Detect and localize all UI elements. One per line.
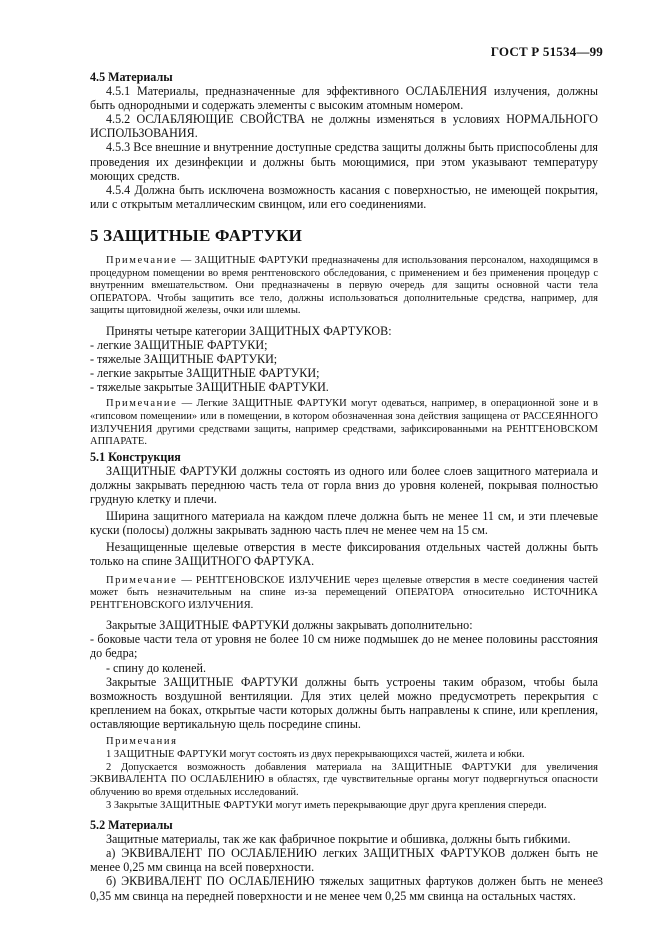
categories-intro: Приняты четыре категории ЗАЩИТНЫХ ФАРТУКОВ: (106, 323, 392, 338)
note-label: Примечание (106, 398, 178, 410)
list-item: - легкие закрытые ЗАЩИТНЫЕ ФАРТУКИ; (90, 366, 320, 381)
paragraph-5-1-e: - боковые части тела от уровня не более 10 см ниже подмышек до не менее половины расстояния до бедра; (90, 632, 598, 661)
section-4-5-title: 4.5 Материалы (90, 70, 173, 84)
page-body (90, 70, 598, 903)
paragraph-5-1-a: ЗАЩИТНЫЕ ФАРТУКИ должны состоять из одного или более слоев защитного материала и должны закрывать переднюю часть тела от горла вниз до уровня коленей, покрывая полностью грудную клетку и плечи. (90, 463, 598, 507)
paragraph-4-5-4: 4.5.4 Должна быть исключена возможность касания с поверхностью, не имеющей покрытия, или с открытым металлическим свинцом, или его соединениями. (90, 182, 598, 211)
note-protective-aprons (90, 255, 598, 318)
paragraph-5-2-c: б) ЭКВИВАЛЕНТ ПО ОСЛАБЛЕНИЮ тяжелых защитных фартуков должен быть не менее 0,35 мм свинца на передней поверхности и не менее чем 0,25 мм свинца на остальных частях. (90, 874, 598, 903)
note-text: — РЕНТГЕНОВСКОЕ ИЗЛУЧЕНИЕ через щелевые отверстия в месте соединения частей может быть незначительным на спине из-за перемещений ОПЕРАТОРА относительно ИСТОЧНИКА РЕНТГЕНОВСКОГО ИЗЛУЧЕНИЯ. (90, 574, 599, 611)
note-label: Примечание (106, 574, 178, 586)
categories-list (90, 338, 598, 394)
document-code: ГОСТ Р 51534—99 (490, 44, 603, 59)
note-text: — Легкие ЗАЩИТНЫЕ ФАРТУКИ могут одеваться, например, в операционной зоне и в «гипсовом помещении» или в помещении, в котором обозначенная зона действия защищена от РАССЕЯННОГО ИЗЛУЧЕНИЯ другими средствами защиты, например средствами, зафиксированными на РЕНТГЕНОВСКОМ АППАРАТЕ. (90, 398, 598, 448)
note-label: Примечание (106, 254, 178, 266)
paragraph-5-1-g: Закрытые ЗАЩИТНЫЕ ФАРТУКИ должны быть устроены таким образом, чтобы была возможность воздушной вентиляции. Для этих целей можно предусмотреть перекрытия с креплением на боках, открытые части которых должны быть направлены к спине, или крепления, оставляющие вертикальную щель посредине спины. (90, 674, 598, 731)
list-item: - тяжелые ЗАЩИТНЫЕ ФАРТУКИ; (90, 352, 278, 367)
paragraph-4-5-2: 4.5.2 ОСЛАБЛЯЮЩИЕ СВОЙСТВА не должны изменяться в условиях НОРМАЛЬНОГО ИСПОЛЬЗОВАНИЯ. (90, 112, 598, 141)
note-text: — ЗАЩИТНЫЕ ФАРТУКИ предназначены для использования персоналом, находящимся в процедурном помещении во время рентгеновского обследования, с применением и без применения процедур с внутренним вмешательством. Они предназначены в первую очередь для защиты основной части тела ОПЕРАТОРА. Чтобы защитить все тело, должны использоваться дополнительные средства, например, для защиты щитовидной железы, очки или шлемы. (90, 254, 599, 317)
section-5-heading: 5 ЗАЩИТНЫЕ ФАРТУКИ (90, 225, 303, 245)
paragraph-5-2-a: Защитные материалы, так же как фабричное покрытие и обшивка, должны быть гибкими. (106, 832, 571, 847)
note-item: 2 Допускается возможность добавления материала на ЗАЩИТНЫЕ ФАРТУКИ для увеличения ЭКВИВАЛЕНТА ПО ОСЛАБЛЕНИЮ в областях, где чувствительные органы могут подвергнуться опасности облучению во время отдельных исследований. (90, 761, 598, 798)
paragraph-4-5-3: 4.5.3 Все внешние и внутренние доступные средства защиты должны быть приспособлены для проведения их дезинфекции и должны быть моющимися, при этом указывают температуру моющих средств. (90, 140, 598, 183)
note-item: 1 ЗАЩИТНЫЕ ФАРТУКИ могут состоять из двух перекрывающихся частей, жилета и юбки. (106, 749, 525, 761)
paragraph-5-1-b: Ширина защитного материала на каждом плече должна быть не менее 11 см, и эти плечевые куски (полосы) должны закрывать заднюю часть плеч не менее чем на 15 см. (90, 509, 598, 538)
paragraph-5-1-d: Закрытые ЗАЩИТНЫЕ ФАРТУКИ должны закрывать дополнительно: (106, 618, 473, 633)
notes-label: Примечания (106, 736, 178, 748)
section-5-2-title: 5.2 Материалы (90, 818, 173, 833)
note-item: 3 Закрытые ЗАЩИТНЫЕ ФАРТУКИ могут иметь перекрывающие друг друга крепления спереди. (106, 799, 547, 811)
paragraph-5-1-c: Незащищенные щелевые отверстия в месте фиксирования отдельных частей должны быть только на спине ЗАЩИТНОГО ФАРТУКА. (90, 540, 598, 569)
list-item: - тяжелые закрытые ЗАЩИТНЫЕ ФАРТУКИ. (90, 380, 329, 395)
paragraph-5-2-b: а) ЭКВИВАЛЕНТ ПО ОСЛАБЛЕНИЮ легких ЗАЩИТНЫХ ФАРТУКОВ должен быть не менее 0,25 мм свинца на всей поверхности. (90, 846, 598, 875)
page-number: 3 (597, 874, 603, 888)
section-5-1-title: 5.1 Конструкция (90, 449, 181, 464)
paragraph-5-1-f: - спину до коленей. (106, 660, 207, 675)
list-item: - легкие ЗАЩИТНЫЕ ФАРТУКИ; (90, 338, 268, 352)
note-light-aprons (90, 398, 598, 448)
note-x-ray-slits (90, 575, 598, 613)
paragraph-4-5-1: 4.5.1 Материалы, предназначенные для эффективного ОСЛАБЛЕНИЯ излучения, должны быть однородными и содержать элементы с высоким атомным номером. (90, 84, 598, 113)
